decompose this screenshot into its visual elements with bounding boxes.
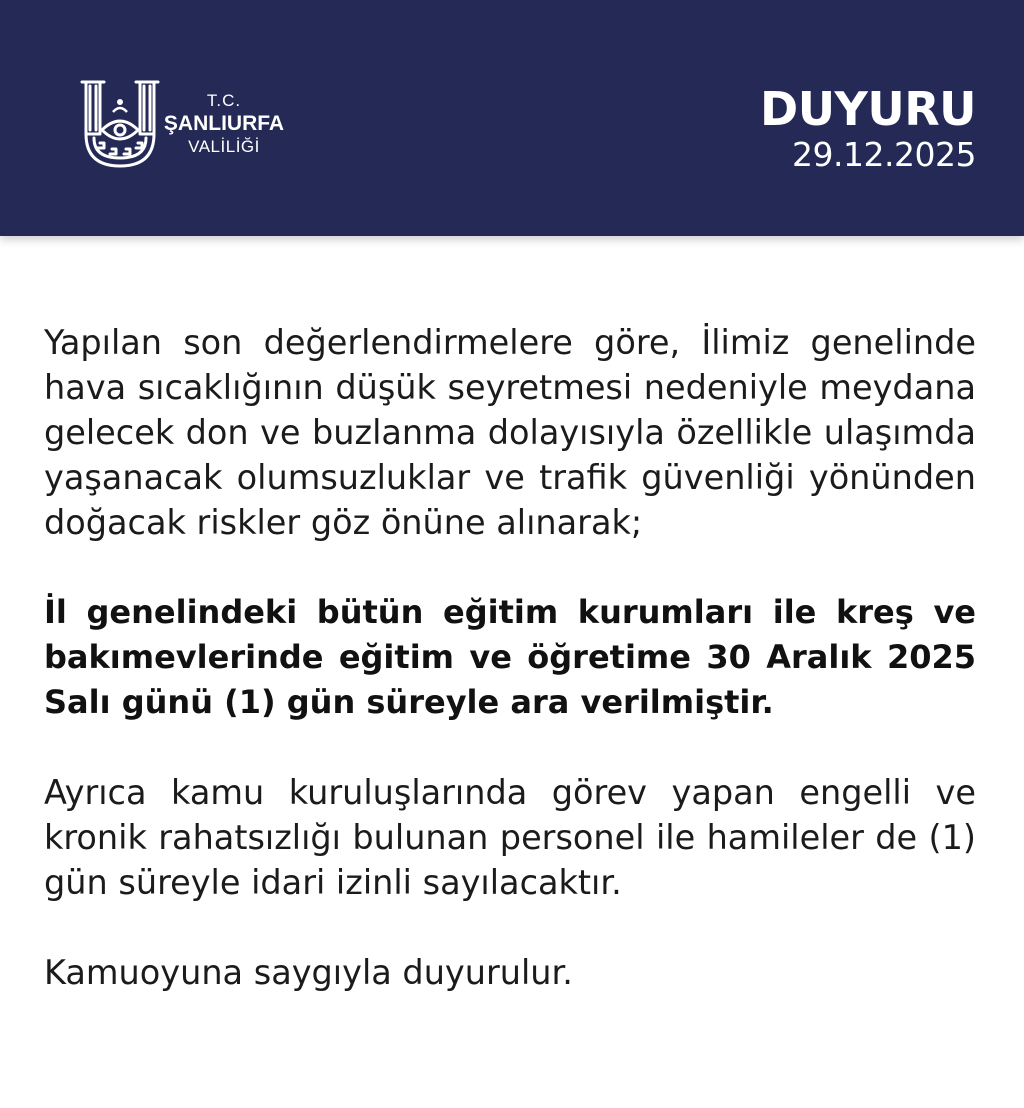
org-line-tc: T.C. — [206, 91, 242, 110]
announcement-title: DUYURU — [760, 82, 976, 136]
announcement-date: 29.12.2025 — [792, 135, 976, 174]
organization-name — [160, 92, 288, 155]
paragraph-closing: Kamuoyuna saygıyla duyurulur. — [44, 953, 573, 992]
org-line-governorship: VALİLİĞİ — [188, 137, 260, 156]
announcement-header — [0, 0, 1024, 236]
paragraph-decision: İl genelindeki bütün eğitim kurumları ile kreş ve bakımevlerinde eğitim ve öğretime 30 Aralık 2025 Salı günü (1) gün süreyle ara verilmiştir. — [44, 593, 976, 721]
announcement-title-block — [760, 82, 976, 174]
paragraph-administrative-leave: Ayrıca kamu kuruluşlarında görev yapan engelli ve kronik rahatsızlığı bulunan personel ile hamileler de (1) gün süreyle idari izinli sayılacaktır. — [44, 773, 976, 902]
announcement-body — [44, 320, 976, 995]
paragraph-intro: Yapılan son değerlendirmelere göre, İlimiz genelinde hava sıcaklığının düşük seyretmesi nedeniyle meydana gelecek don ve buzlanma dolayısıyla özellikle ulaşımda yaşanacak olumsuzluklar ve trafik güvenliği yönünden doğacak riskler göz önüne alınarak; — [44, 323, 976, 542]
org-line-city: ŞANLIURFA — [163, 112, 285, 135]
governorship-logo-icon — [80, 78, 160, 170]
